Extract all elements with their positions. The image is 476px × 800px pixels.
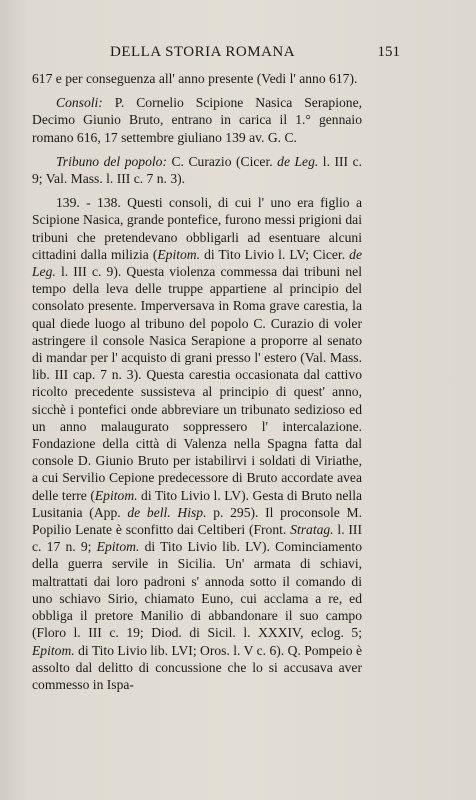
- italic-text: Consoli:: [56, 95, 103, 111]
- italic-text: Epitom.: [157, 246, 201, 262]
- text-run: di Tito Livio lib. LVI; Oros. l. V c. 6). Q. Pompeio è assolto dal delitto di concussione che lo si accusava aver commesso in Ispa-: [32, 642, 362, 692]
- text-run: 617 e per conseguenza all' anno presente (Vedi l' anno 617).: [32, 71, 358, 86]
- text-run: 139. - 138. Questi consoli, di cui l' uno era figlio a Scipione Nasica, grande pontefice, furono messi prigioni dai tribuni che pretendevano obbligarli ad esentuare alcuni cittadini dalla milizia (: [32, 195, 362, 262]
- italic-text: Stratag.: [290, 522, 334, 538]
- page-header: [0, 44, 476, 64]
- italic-text: Tribuno del popolo:: [56, 153, 167, 169]
- text-run: P. Cornelio Scipione Nasica Serapione, Decimo Giunio Bruto, entrano in carica il 1.° gennaio romano 616, 17 settembre giuliano 139 av. G. C.: [32, 95, 362, 145]
- paragraph-tribune: [32, 153, 362, 187]
- italic-text: de bell. Hisp.: [127, 504, 207, 520]
- text-run: l. III c. 17 n. 9;: [32, 522, 362, 555]
- paragraph-continuation: [32, 70, 362, 87]
- text-run: p. 295). Il proconsole M. Popilio Lenate è sconfitto dai Celtiberi (Front.: [32, 504, 362, 538]
- page-number: 151: [377, 44, 400, 60]
- paragraph-consuls: [32, 94, 362, 146]
- italic-text: de Leg.: [277, 153, 319, 169]
- text-run: di Tito Livio lib. LV). Cominciamento della guerra servile in Sicilia. Un' armata di schiavi, maltrattati dai loro padroni s' annoda sotto il comando di uno schiavo Sirio, chiamato Euno, cui acclama a re, ed obbliga il pretore Manilio di abbandonare il suo campo (Floro l. III c. 19; Diod. di Sicil. l. XXXIV, eclog. 5;: [32, 539, 362, 641]
- text-run: di Tito Livio l. LV). Gesta di Bruto nella Lusitania (App.: [32, 487, 363, 520]
- text-run: di Tito Livio l. LV; Cicer.: [200, 246, 350, 262]
- text-run: C. Curazio (Cicer.: [166, 153, 278, 169]
- italic-text: de Leg.: [32, 246, 362, 280]
- italic-text: Epitom.: [32, 642, 75, 658]
- running-title: DELLA STORIA ROMANA: [110, 44, 296, 60]
- paragraph-events: [32, 194, 362, 693]
- text-run: l. III c. 9). Questa violenza commessa dai tribuni nel tempo della leva delle truppe appartiene al principio del consolato presente. Imperversava in Roma grave carestia, la qual diede luogo al tribuno del popolo C. Curazio di voler astringere il console Nasica Serapione a proporre al senato di mandar per l' acquisto di grani presso l' estero (Val. Mass. lib. III cap. 7 n. 3). Questa carestia occasionata dal cattivo ricolto precedente sussisteva al principio di quest' anno, sicchè i pontefici onde abbreviare un tribunato sedizioso ed un anno malaugurato soppressero l' intercalazione. Fondazione della città di Valenza nella Spagna fatta dal console D. Giunio Bruto per istabilirvi i soldati di Viriathe, a cui Servilio Cepione predecessore di Bruto accordate avea delle terre (: [32, 264, 362, 503]
- italic-text: Epitom.: [94, 487, 138, 503]
- text-run: l. III c. 9; Val. Mass. l. III c. 7 n. 3).: [32, 153, 362, 187]
- page-body: [32, 70, 362, 693]
- italic-text: Epitom.: [96, 539, 140, 555]
